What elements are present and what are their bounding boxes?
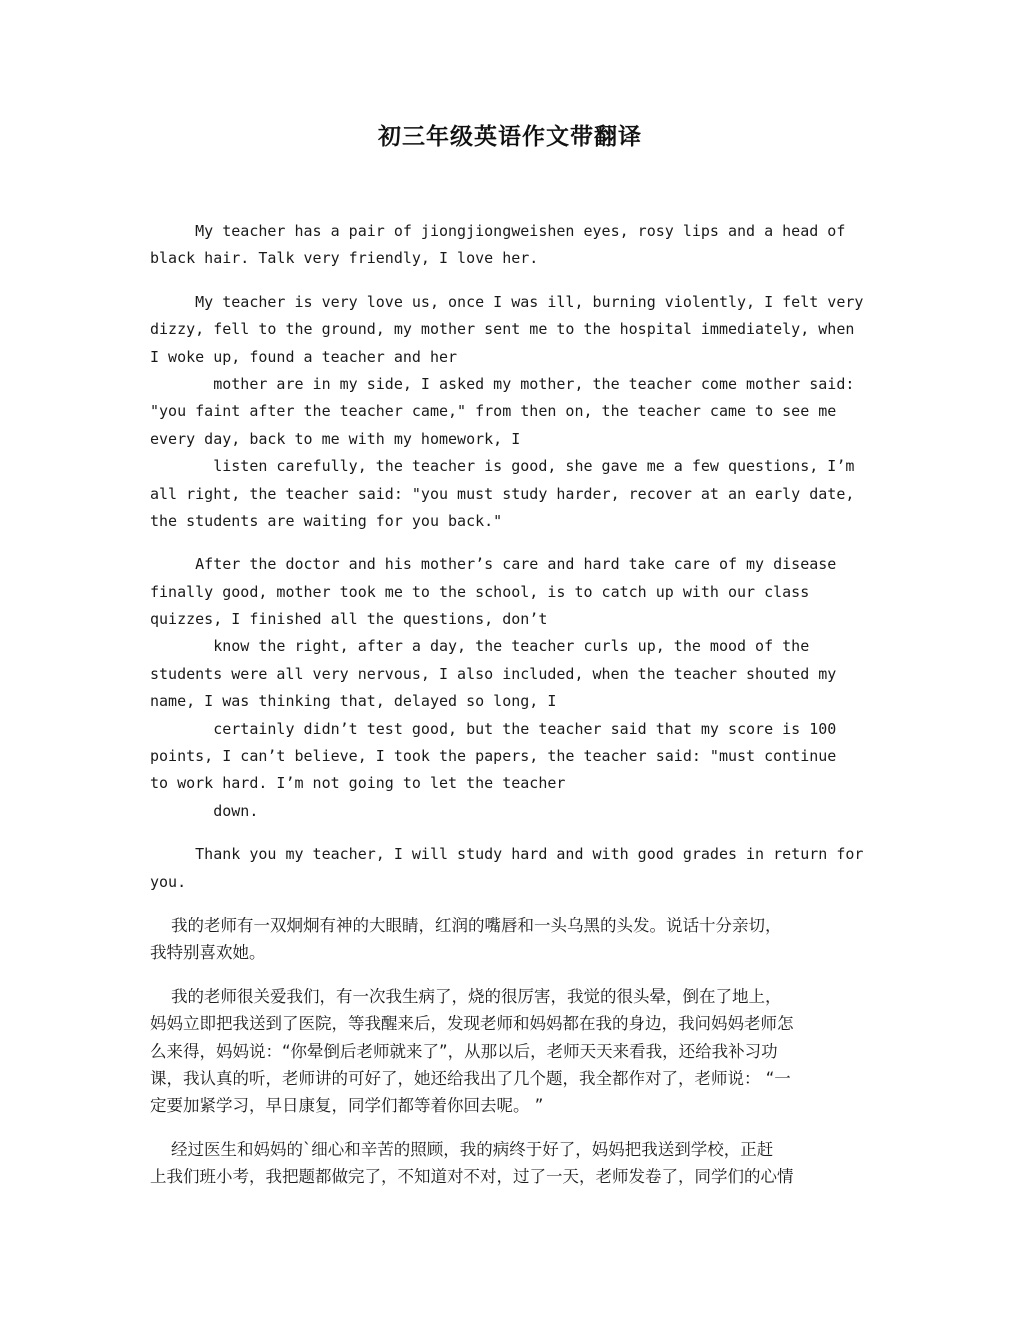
paragraph-zh	[150, 912, 872, 967]
text-line: you.	[150, 872, 187, 891]
text-line: quizzes, I finished all the questions, don’t	[150, 610, 548, 629]
text-line: "you faint after the teacher came," from then on, the teacher came to see me	[150, 402, 837, 421]
text-line: mother are in my side, I asked my mother, the teacher come mother said:	[150, 374, 855, 393]
text-line: 么来得，妈妈说：“你晕倒后老师就来了”，从那以后，老师天天来看我，还给我补习功	[150, 1041, 778, 1061]
text-line: know the right, after a day, the teacher curls up, the mood of the	[150, 637, 810, 656]
text-line: listen carefully, the teacher is good, she gave me a few questions, I’m	[150, 457, 855, 476]
paragraph-en	[150, 289, 872, 536]
text-line: down.	[150, 801, 259, 820]
document-title: 初三年级英语作文带翻译	[378, 123, 642, 150]
text-line: the students are waiting for you back."	[150, 511, 503, 530]
text-line: 课，我认真的听，老师讲的可好了，她还给我出了几个题，我全都作对了，老师说： “一	[150, 1068, 791, 1088]
text-line: name, I was thinking that, delayed so long, I	[150, 692, 557, 711]
text-line: finally good, mother took me to the school, is to catch up with our class	[150, 582, 810, 601]
text-line: I woke up, found a teacher and her	[150, 347, 458, 366]
text-line: 我的老师有一双炯炯有神的大眼睛，红润的嘴唇和一头乌黑的头发。说话十分亲切，	[150, 915, 782, 935]
text-line: My teacher has a pair of jiongjiongweishen eyes, rosy lips and a head of	[150, 222, 846, 240]
text-line: 上我们班小考，我把题都做完了，不知道对不对，过了一天，老师发卷了，同学们的心情	[150, 1167, 794, 1187]
paragraph-en	[150, 841, 872, 896]
text-line: After the doctor and his mother’s care and hard take care of my disease	[150, 555, 837, 574]
text-line: 我特别喜欢她。	[150, 943, 266, 963]
text-line: My teacher is very love us, once I was ill, burning violently, I felt very	[150, 292, 864, 311]
text-line: 妈妈立即把我送到了医院，等我醒来后，发现老师和妈妈都在我的身边，我问妈妈老师怎	[150, 1014, 794, 1034]
paragraph-zh	[150, 1136, 872, 1191]
paragraph-en	[150, 218, 872, 273]
text-line: every day, back to me with my homework, I	[150, 429, 521, 448]
text-line: 定要加紧学习，早日康复，同学们都等着你回去呢。 ”	[150, 1096, 544, 1116]
text-line: points, I can’t believe, I took the papers, the teacher said: "must continue	[150, 747, 837, 766]
text-line: 我的老师很关爱我们，有一次我生病了，烧的很厉害，我觉的很头晕，倒在了地上，	[150, 986, 782, 1006]
text-line: black hair. Talk very friendly, I love her.	[150, 249, 539, 268]
text-line: 经过医生和妈妈的`细心和辛苦的照顾，我的病终于好了，妈妈把我送到学校，正赶	[150, 1139, 774, 1159]
document-body	[150, 218, 872, 1207]
text-line: Thank you my teacher, I will study hard and with good grades in return for	[150, 845, 864, 864]
text-line: dizzy, fell to the ground, my mother sent me to the hospital immediately, when	[150, 320, 855, 339]
text-line: students were all very nervous, I also included, when the teacher shouted my	[150, 664, 837, 683]
paragraph-zh	[150, 983, 872, 1120]
text-line: to work hard. I’m not going to let the teacher	[150, 774, 566, 793]
paragraph-en	[150, 551, 872, 825]
text-line: certainly didn’t test good, but the teacher said that my score is 100	[150, 719, 837, 738]
text-line: all right, the teacher said: "you must study harder, recover at an early date,	[150, 484, 855, 503]
